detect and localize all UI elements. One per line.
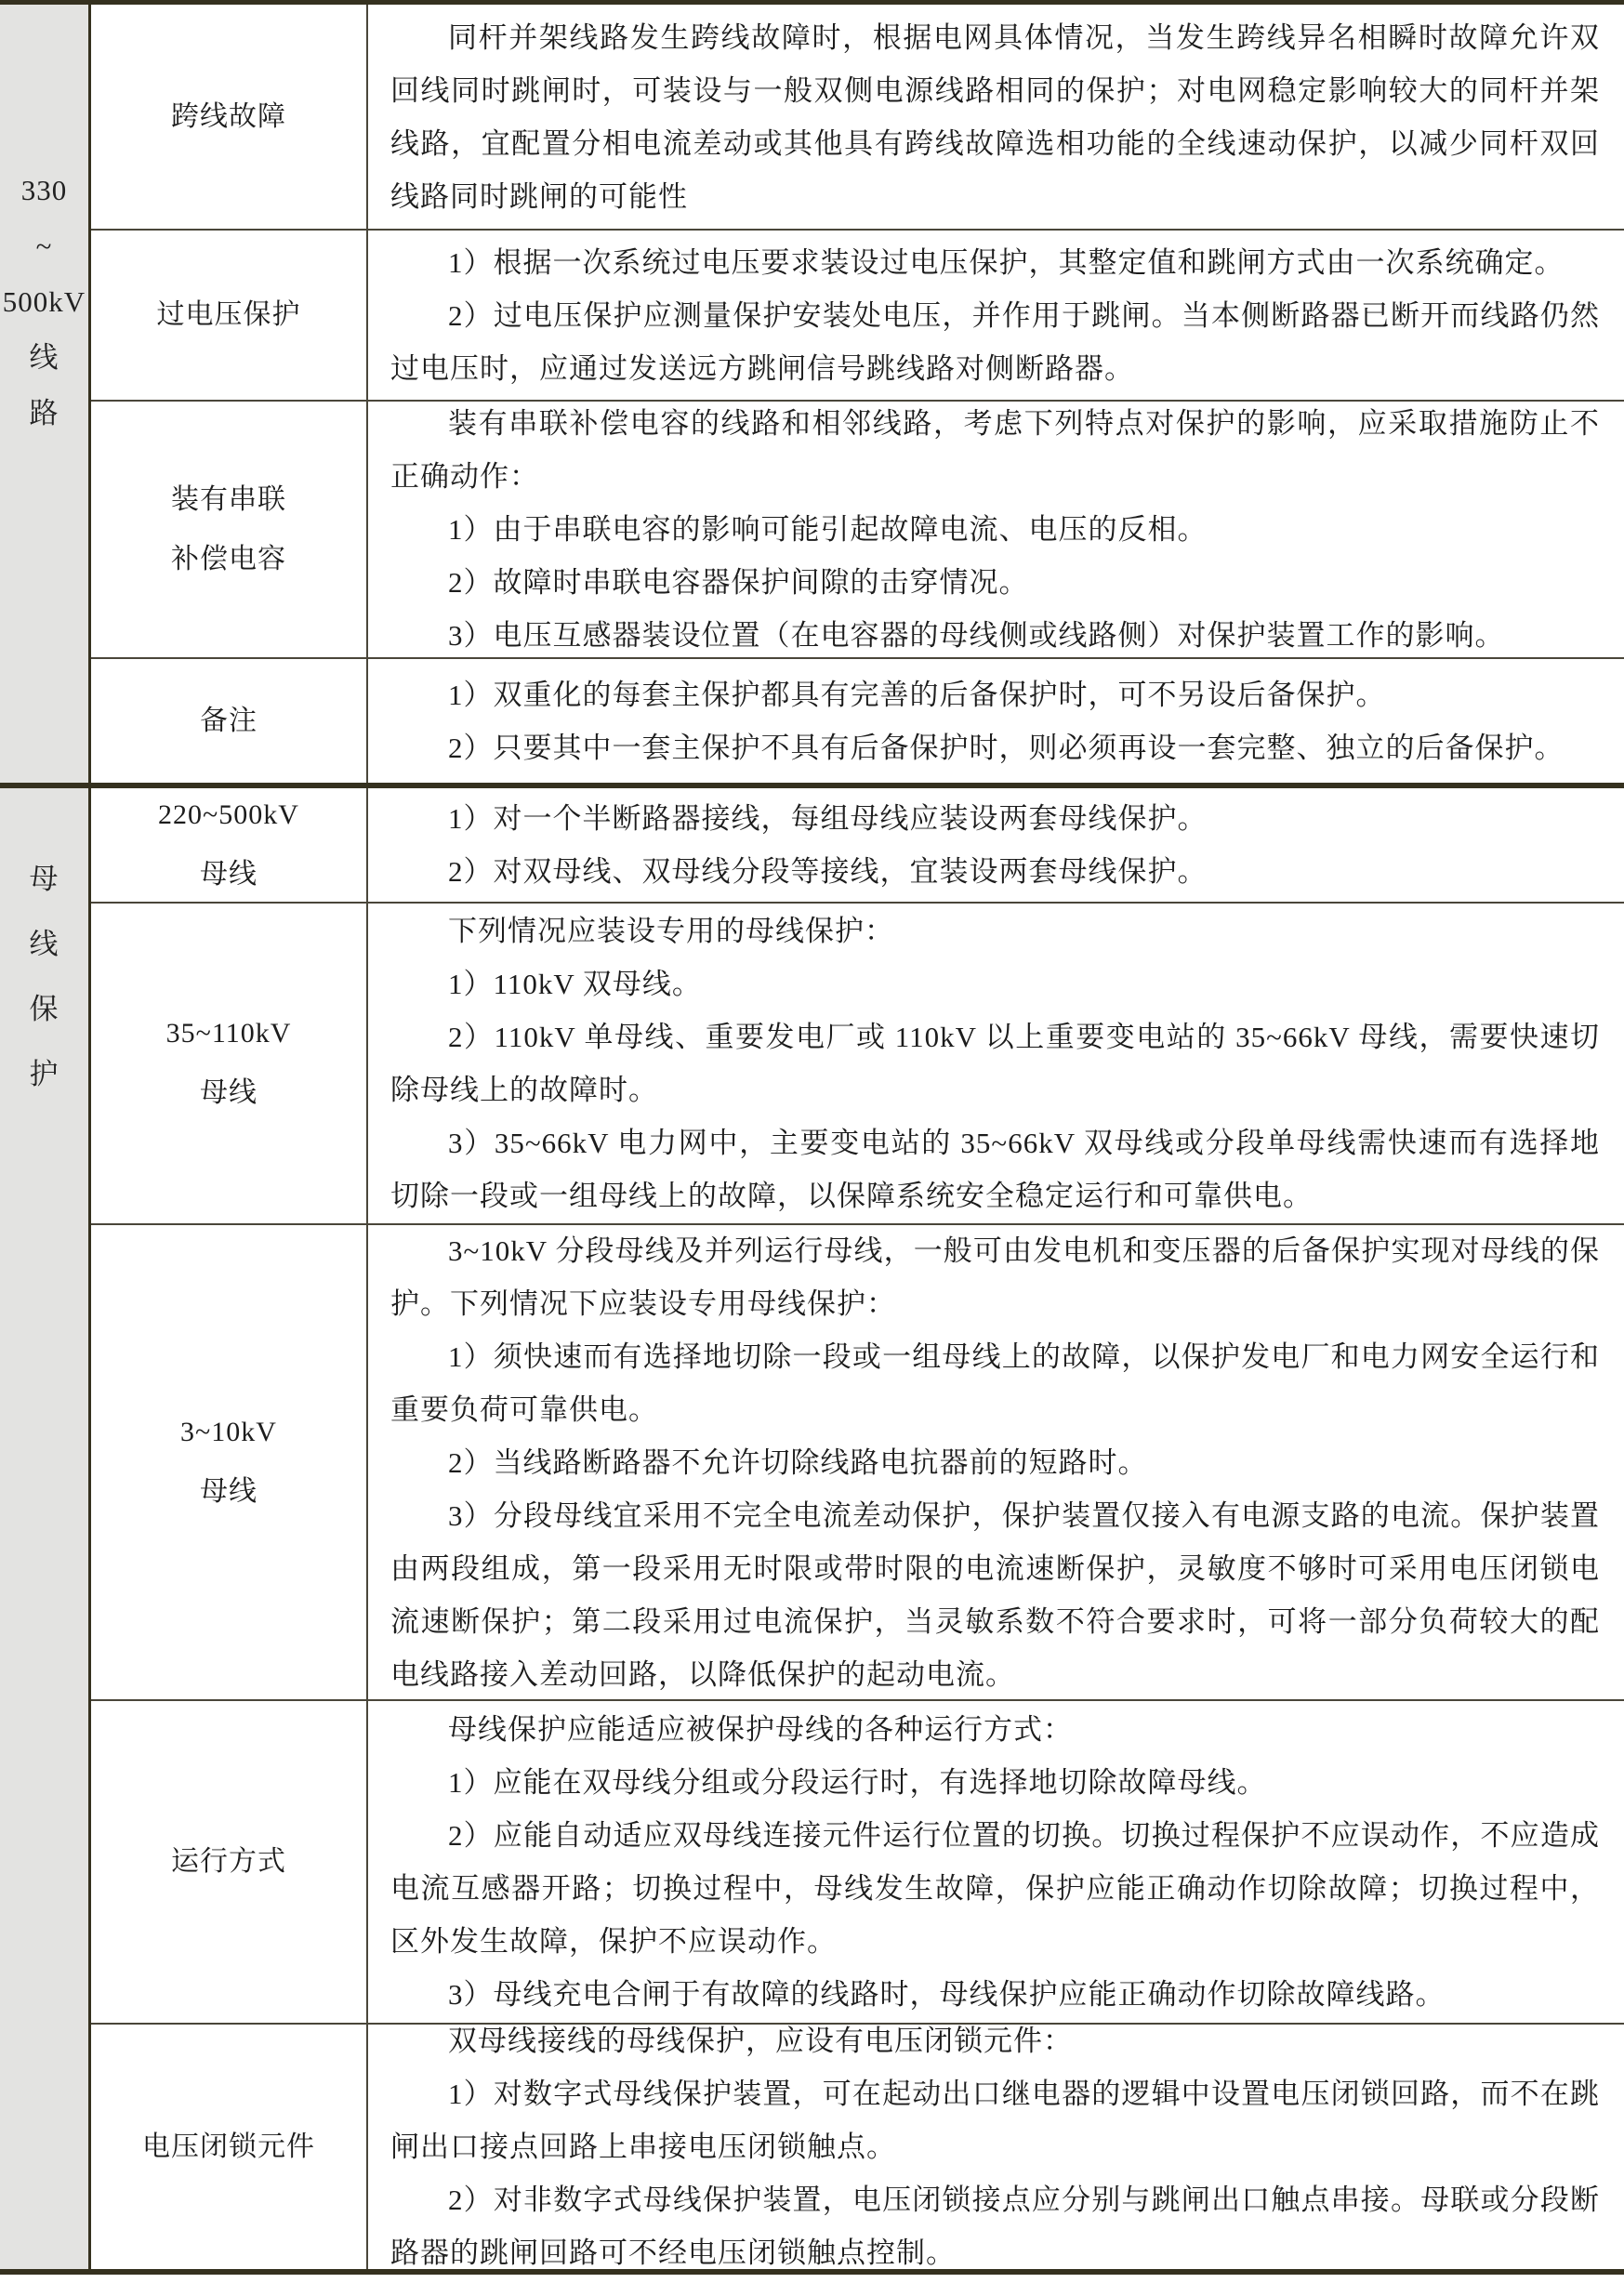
- table-row: [91, 659, 1624, 783]
- row-content-cell: [368, 402, 1624, 657]
- content-paragraph: 1）双重化的每套主保护都具有完善的后备保护时，可不另设后备保护。: [448, 678, 1386, 711]
- row-content-cell: [368, 788, 1624, 902]
- category-label-line: 330: [20, 174, 68, 206]
- row-label-cell: [91, 1701, 368, 2023]
- content-paragraph: 2）对双母线、双母线分段等接线，宜装设两套母线保护。: [448, 855, 1208, 888]
- row-label-line: 母线: [200, 1077, 257, 1108]
- content-paragraph: 母线保护应能适应被保护母线的各种运行方式：: [448, 1713, 1073, 1746]
- content-paragraph: 2）对非数字式母线保护装置，电压闭锁接点应分别与跳闸出口触点串接。母联或分段断路器的跳闸回路可不经电压闭锁触点控制。: [390, 2184, 1600, 2269]
- table-row: [91, 1701, 1624, 2025]
- content-paragraph: 2）故障时串联电容器保护间隙的击穿情况。: [448, 566, 1029, 599]
- row-label-line: 运行方式: [171, 1846, 286, 1877]
- section-rows: [91, 5, 1624, 783]
- content-paragraph: 同杆并架线路发生跨线故障时，根据电网具体情况，当发生跨线异名相瞬时故障允许双回线同时跳闸时，可装设与一般双侧电源线路相同的保护；对电网稳定影响较大的同杆并架线路，宜配置分相电流差动或其他具有跨线故障选相功能的全线速动保护，以减少同杆双回线路同时跳闸的可能性: [390, 20, 1600, 213]
- row-label-line: 母线: [200, 1476, 257, 1507]
- row-content-cell: [368, 231, 1624, 400]
- row-label-cell: [91, 788, 368, 902]
- table-row: [91, 5, 1624, 231]
- row-label-line: 3~10kV: [180, 1417, 277, 1447]
- row-label-line: 母线: [200, 859, 257, 890]
- category-label-line: 线: [29, 341, 59, 374]
- category-label: [0, 847, 88, 1107]
- category-label: [0, 163, 88, 442]
- content-paragraph: 3）35~66kV 电力网中，主要变电站的 35~66kV 双母线或分段单母线需快速而有选择地切除一段或一组母线上的故障，以保障系统安全稳定运行和可靠供电。: [390, 1127, 1600, 1212]
- content-paragraph: 1）应能在双母线分组或分段运行时，有选择地切除故障母线。: [448, 1766, 1267, 1799]
- content-paragraph: 下列情况应装设专用的母线保护：: [448, 915, 894, 947]
- content-paragraph: 3）母线充电合闸于有故障的线路时，母线保护应能正确动作切除故障线路。: [448, 1978, 1446, 2011]
- content-paragraph: 1）根据一次系统过电压要求装设过电压保护，其整定值和跳闸方式由一次系统确定。: [448, 245, 1565, 279]
- row-label-line: 电压闭锁元件: [142, 2131, 315, 2162]
- table-row: [91, 2025, 1624, 2269]
- category-label-line: 保: [29, 993, 59, 1025]
- row-label-line: 装有串联: [171, 483, 286, 515]
- content-paragraph: 1）对一个半断路器接线，每组母线应装设两套母线保护。: [448, 802, 1208, 835]
- row-content-cell: [368, 5, 1624, 229]
- row-label-cell: [91, 1225, 368, 1699]
- row-content-cell: [368, 659, 1624, 783]
- category-cell: [0, 5, 91, 783]
- table-section: [0, 5, 1624, 788]
- row-label-cell: [91, 402, 368, 657]
- row-content-cell: [368, 1701, 1624, 2023]
- row-label-line: 220~500kV: [158, 799, 299, 830]
- table-section: [0, 788, 1624, 2269]
- row-content-cell: [368, 1225, 1624, 1699]
- row-label-cell: [91, 659, 368, 783]
- row-label-line: 跨线故障: [171, 100, 286, 132]
- table-row: [91, 231, 1624, 402]
- table-row: [91, 904, 1624, 1225]
- row-label-cell: [91, 2025, 368, 2269]
- content-paragraph: 3~10kV 分段母线及并列运行母线，一般可由发电机和变压器的后备保护实现对母线的保护。下列情况下应装设专用母线保护：: [390, 1234, 1600, 1320]
- content-paragraph: 装有串联补偿电容的线路和相邻线路，考虑下列特点对保护的影响，应采取措施防止不正确动作：: [390, 407, 1600, 493]
- content-paragraph: 2）只要其中一套主保护不具有后备保护时，则必须再设一套完整、独立的后备保护。: [448, 731, 1565, 764]
- content-paragraph: 3）分段母线宜采用不完全电流差动保护，保护装置仅接入有电源支路的电流。保护装置由两段组成，第一段采用无时限或带时限的电流速断保护，灵敏度不够时可采用电压闭锁电流速断保护；第二段采用过电流保护，当灵敏系数不符合要求时，可将一部分负荷较大的配电线路接入差动回路，以降低保护的起动电流。: [390, 1498, 1600, 1691]
- row-label-cell: [91, 904, 368, 1223]
- row-label-line: 补偿电容: [171, 543, 286, 574]
- category-label-line: 母: [29, 863, 59, 895]
- content-paragraph: 1）对数字式母线保护装置，可在起动出口继电器的逻辑中设置电压闭锁回路，而不在跳闸出口接点回路上串接电压闭锁触点。: [390, 2078, 1600, 2163]
- content-paragraph: 3）电压互感器装设位置（在电容器的母线侧或线路侧）对保护装置工作的影响。: [448, 619, 1505, 652]
- table-row: [91, 788, 1624, 904]
- section-rows: [91, 788, 1624, 2269]
- content-paragraph: 1）由于串联电容的影响可能引起故障电流、电压的反相。: [448, 513, 1208, 546]
- content-paragraph: 1）须快速而有选择地切除一段或一组母线上的故障，以保护发电厂和电力网安全运行和重要负荷可靠供电。: [390, 1339, 1600, 1426]
- content-paragraph: 2）应能自动适应双母线连接元件运行位置的切换。切换过程保护不应误动作，不应造成电流互感器开路；切换过程中，母线发生故障，保护应能正确动作切除故障；切换过程中，区外发生故障，保护不应误动作。: [390, 1819, 1600, 1958]
- row-label-line: 备注: [200, 705, 257, 736]
- category-label-line: 线: [29, 928, 59, 960]
- category-label-line: 500kV: [2, 285, 86, 318]
- row-content-cell: [368, 904, 1624, 1223]
- row-label-line: 35~110kV: [165, 1018, 292, 1049]
- category-label-line: 路: [29, 397, 59, 429]
- row-label-cell: [91, 231, 368, 400]
- table-row: [91, 402, 1624, 659]
- content-paragraph: 1）110kV 双母线。: [448, 968, 702, 1000]
- table-row: [91, 1225, 1624, 1701]
- row-content-cell: [368, 2025, 1624, 2269]
- content-paragraph: 双母线接线的母线保护，应设有电压闭锁元件：: [448, 2025, 1073, 2057]
- category-label-line: ~: [35, 230, 53, 262]
- content-paragraph: 2）当线路断路器不允许切除线路电抗器前的短路时。: [448, 1445, 1148, 1479]
- content-paragraph: 2）110kV 单母线、重要发电厂或 110kV 以上重要变电站的 35~66kV 母线，需要快速切除母线上的故障时。: [390, 1021, 1600, 1106]
- content-paragraph: 2）过电压保护应测量保护安装处电压，并作用于跳闸。当本侧断路器已断开而线路仍然过电压时，应通过发送远方跳闸信号跳线路对侧断路器。: [390, 298, 1600, 385]
- category-label-line: 护: [29, 1058, 59, 1090]
- row-label-cell: [91, 5, 368, 229]
- row-label-line: 过电压保护: [156, 299, 301, 330]
- category-cell: [0, 788, 91, 2269]
